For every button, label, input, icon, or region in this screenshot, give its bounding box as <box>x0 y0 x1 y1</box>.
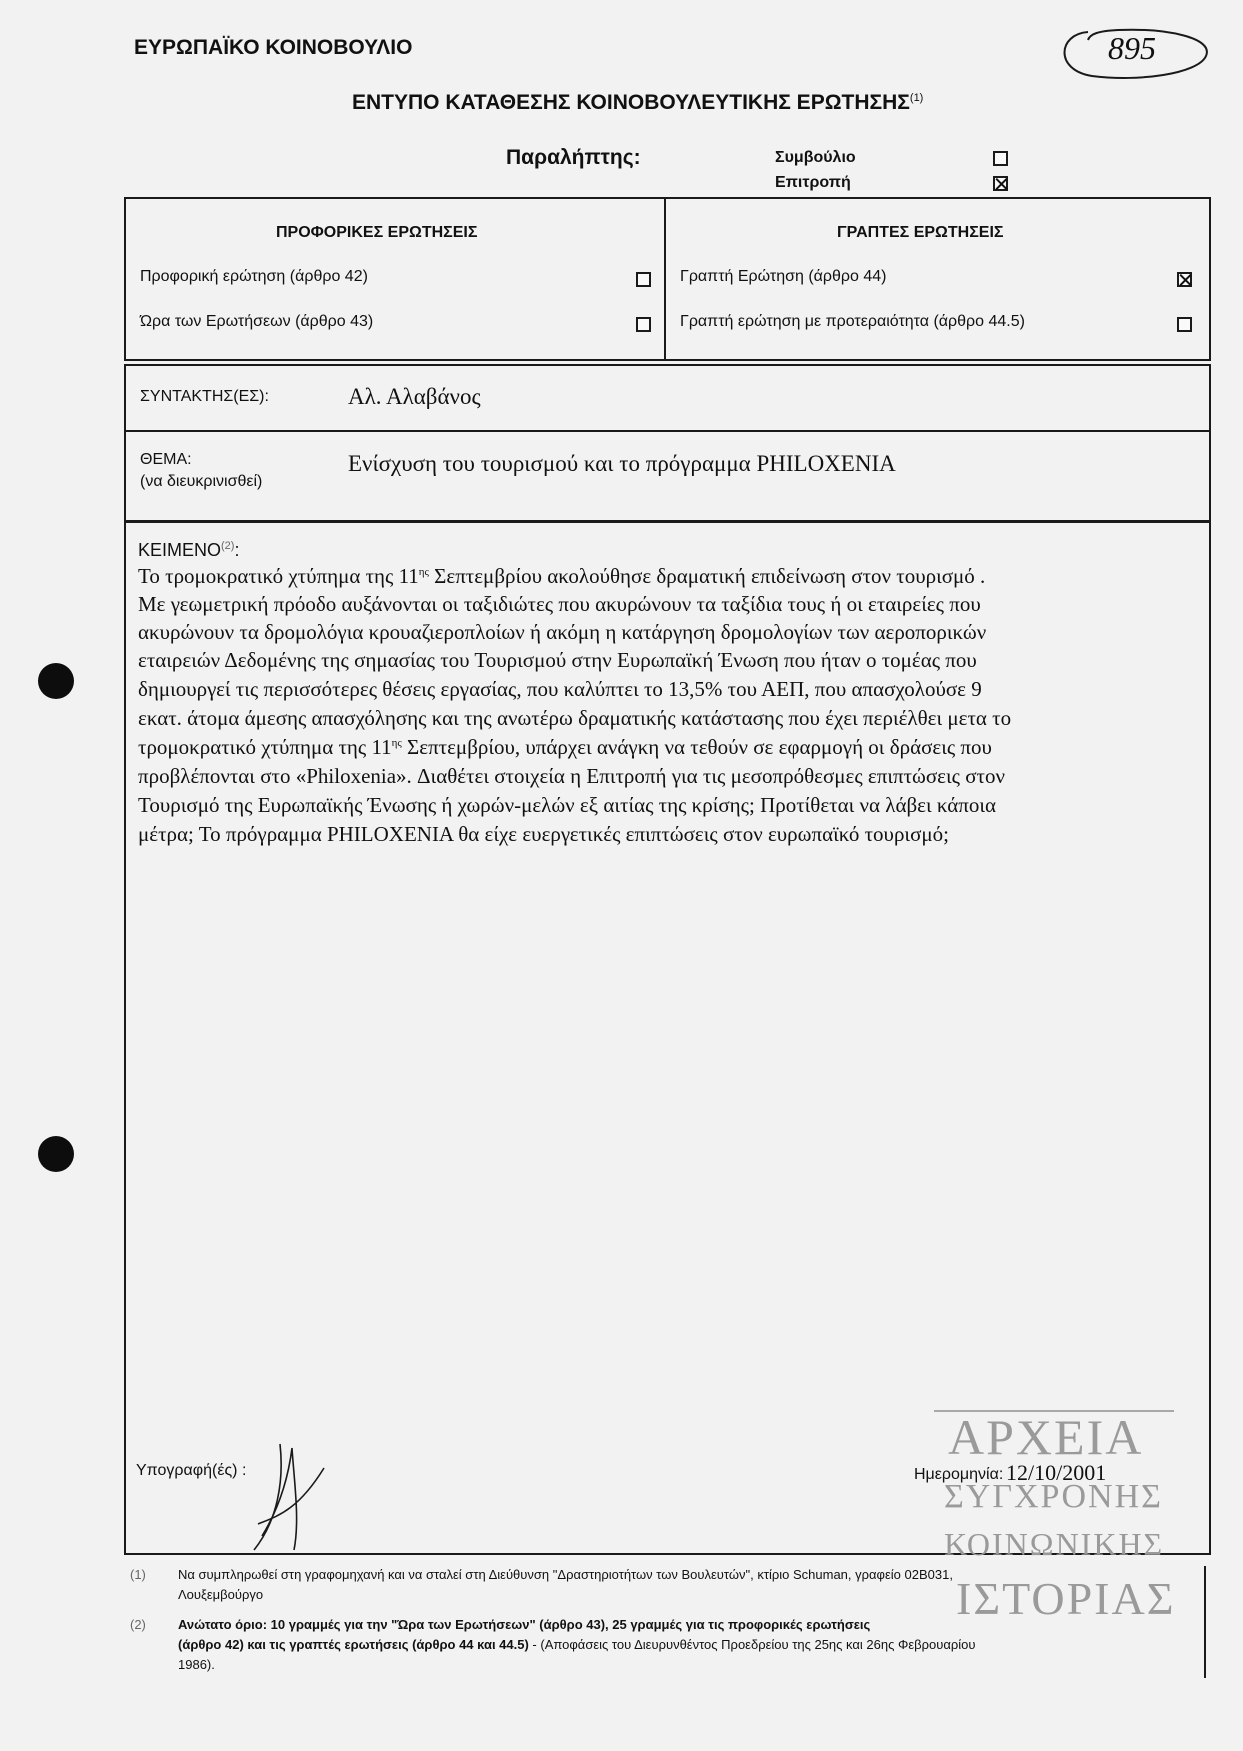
footnote-2-marker: (2) <box>130 1617 146 1632</box>
footnote-2-line-2b: - (Αποφάσεις του Διευρυνθέντος Προεδρείου της 25ης και 26ης Φεβρουαρίου <box>528 1637 976 1652</box>
text-label-note: (2) <box>221 540 235 552</box>
signature-label: Υπογραφή(ές) : <box>136 1462 247 1479</box>
punch-hole-top <box>38 663 74 699</box>
written-question-checkbox[interactable] <box>1177 272 1192 287</box>
oral-question-label: Προφορική ερώτηση (άρθρο 42) <box>140 268 368 285</box>
text-line-10: μέτρα; Το πρόγραμμα PHILOXENIA θα είχε ευεργετικές επιπτώσεις στον ευρωπαϊκό τουρισμό; <box>138 822 949 846</box>
text-line-1 <box>138 564 985 589</box>
recipient-council-label: Συμβούλιο <box>775 149 856 166</box>
punch-hole-bottom <box>38 1136 74 1172</box>
date-value: 12/10/2001 <box>1006 1460 1107 1485</box>
text-line-9: Τουρισμό της Ευρωπαϊκής Ένωσης ή χωρών-μελών εξ αιτίας της κρίσης; Προτίθεται να λάβει κάποια <box>138 793 997 817</box>
written-question-label: Γραπτή Ερώτηση (άρθρο 44) <box>680 268 887 285</box>
text-label-colon: : <box>234 540 240 560</box>
text-line-1-sup: ης <box>418 566 429 578</box>
stamp-line-3: ΚΟΙΝΩΝΙΚΗΣ <box>944 1526 1165 1562</box>
form-title-text: ΕΝΤΥΠΟ ΚΑΤΑΘΕΣΗΣ ΚΟΙΝΟΒΟΥΛΕΥΤΙΚΗΣ ΕΡΩΤΗΣΗΣ <box>352 91 910 114</box>
text-line-6: εκατ. άτομα άμεσης απασχόλησης και της ανωτέρω δραματικής κατάστασης που έχει περιέλθει μετα το <box>138 706 1012 730</box>
text-label-word: ΚΕΙΜΕΝΟ <box>138 540 222 560</box>
text-line-3: ακυρώνουν τα δρομολόγια κρουαζιεροπλοίων ή ακόμη η κατάργηση δρομολογίων των αεροπορικών <box>138 620 987 644</box>
text-line-1b: Σεπτεμβρίου ακολούθησε δραματική επιδείνωση στον τουρισμό . <box>428 564 986 588</box>
footnote-right-rule <box>1204 1566 1206 1678</box>
stamp-line-1: ΑΡΧΕΙΑ <box>948 1409 1144 1465</box>
footnote-2-line-1: Ανώτατο όριο: 10 γραμμές για την "Ώρα των Ερωτήσεων" (άρθρο 43), 25 γραμμές για τις προφορικές ερωτήσεις <box>178 1617 871 1632</box>
text-line-8: προβλέπονται στο «Philoxenia». Διαθέτει στοιχεία η Επιτροπή για τις μεσοπρόθεσμες επιπτώσεις στον <box>138 764 1005 788</box>
stamp-line-4: ΙΣΤΟΡΙΑΣ <box>956 1573 1176 1624</box>
footnote-2-line-2a: (άρθρο 42) και τις γραπτές ερωτήσεις (άρθρο 44 και 44.5) <box>178 1637 529 1652</box>
question-time-label: Ώρα των Ερωτήσεων (άρθρο 43) <box>140 313 374 330</box>
footnote-1-line-1: Να συμπληρωθεί στη γραφομηχανή και να σταλεί στη Διεύθυνση "Δραστηριοτήτων των Βουλευτών", κτίριο Schuman, γραφείο 02B031, <box>178 1567 953 1582</box>
footnote-2-line-3: 1986). <box>178 1657 215 1672</box>
text-line-7 <box>138 735 992 760</box>
recipient-label: Παραλήπτης: <box>506 146 641 169</box>
date-label: Ημερομηνία: <box>914 1466 1004 1483</box>
text-line-1a: Το τρομοκρατικό χτύπημα της 11 <box>138 564 419 588</box>
priority-written-question-label: Γραπτή ερώτηση με προτεραιότητα (άρθρο 44.5) <box>680 313 1025 330</box>
text-line-2: Με γεωμετρική πρόοδο αυξάνονται οι ταξιδιώτες που ακυρώνουν τα ταξίδια τους ή οι εταιρείες που <box>138 592 981 616</box>
subject-value: Ενίσχυση του τουρισμού και το πρόγραμμα PHILOXENIA <box>348 451 896 476</box>
footnote-1-line-2: Λουξεμβούργο <box>178 1587 264 1602</box>
recipient-commission-checkbox[interactable] <box>993 176 1008 191</box>
stamp-line-2: ΣΥΓΧΡΟΝΗΣ <box>944 1478 1163 1515</box>
text-line-4: εταιρειών Δεδομένης της σημασίας του Τουρισμού στην Ευρωπαϊκή Ένωση που ήταν ο τομέας που <box>138 648 977 672</box>
question-type-divider <box>664 199 666 359</box>
text-line-7-sup: ης <box>391 737 402 749</box>
author-box <box>124 364 1211 432</box>
author-value: Αλ. Αλαβάνος <box>348 384 481 409</box>
text-line-7b: Σεπτεμβρίου, υπάρχει ανάγκη να τεθούν σε εφαρμογή οι δράσεις που <box>401 735 992 759</box>
form-title-note: (1) <box>909 92 924 104</box>
form-title <box>352 91 923 115</box>
oral-questions-header: ΠΡΟΦΟΡΙΚΕΣ ΕΡΩΤΗΣΕΙΣ <box>276 224 478 241</box>
text-line-5: δημιουργεί τις περισσότερες θέσεις εργασίας, που καλύπτει το 13,5% του ΑΕΠ, που απασχολούσε 9 <box>138 677 982 701</box>
text-line-7a: τρομοκρατικό χτύπημα της 11 <box>138 735 392 759</box>
subject-sublabel: (να διευκρινισθεί) <box>140 473 263 490</box>
institution-name: ΕΥΡΩΠΑΪΚΟ ΚΟΙΝΟΒΟΥΛΙΟ <box>134 36 413 59</box>
signature-scribble <box>248 1440 328 1560</box>
footnote-1-marker: (1) <box>130 1567 146 1582</box>
text-label <box>138 540 239 561</box>
handwritten-number: 895 <box>1108 30 1156 66</box>
written-questions-header: ΓΡΑΠΤΕΣ ΕΡΩΤΗΣΕΙΣ <box>837 224 1004 241</box>
footnote-2-line-2 <box>178 1637 975 1652</box>
archive-stamp <box>928 1402 1188 1637</box>
priority-written-question-checkbox[interactable] <box>1177 317 1192 332</box>
recipient-council-checkbox[interactable] <box>993 151 1008 166</box>
author-label: ΣΥΝΤΑΚΤΗΣ(ΕΣ): <box>140 388 269 405</box>
recipient-commission-label: Επιτροπή <box>775 174 851 191</box>
subject-label: ΘΕΜΑ: <box>140 451 192 468</box>
oral-question-checkbox[interactable] <box>636 272 651 287</box>
question-time-checkbox[interactable] <box>636 317 651 332</box>
